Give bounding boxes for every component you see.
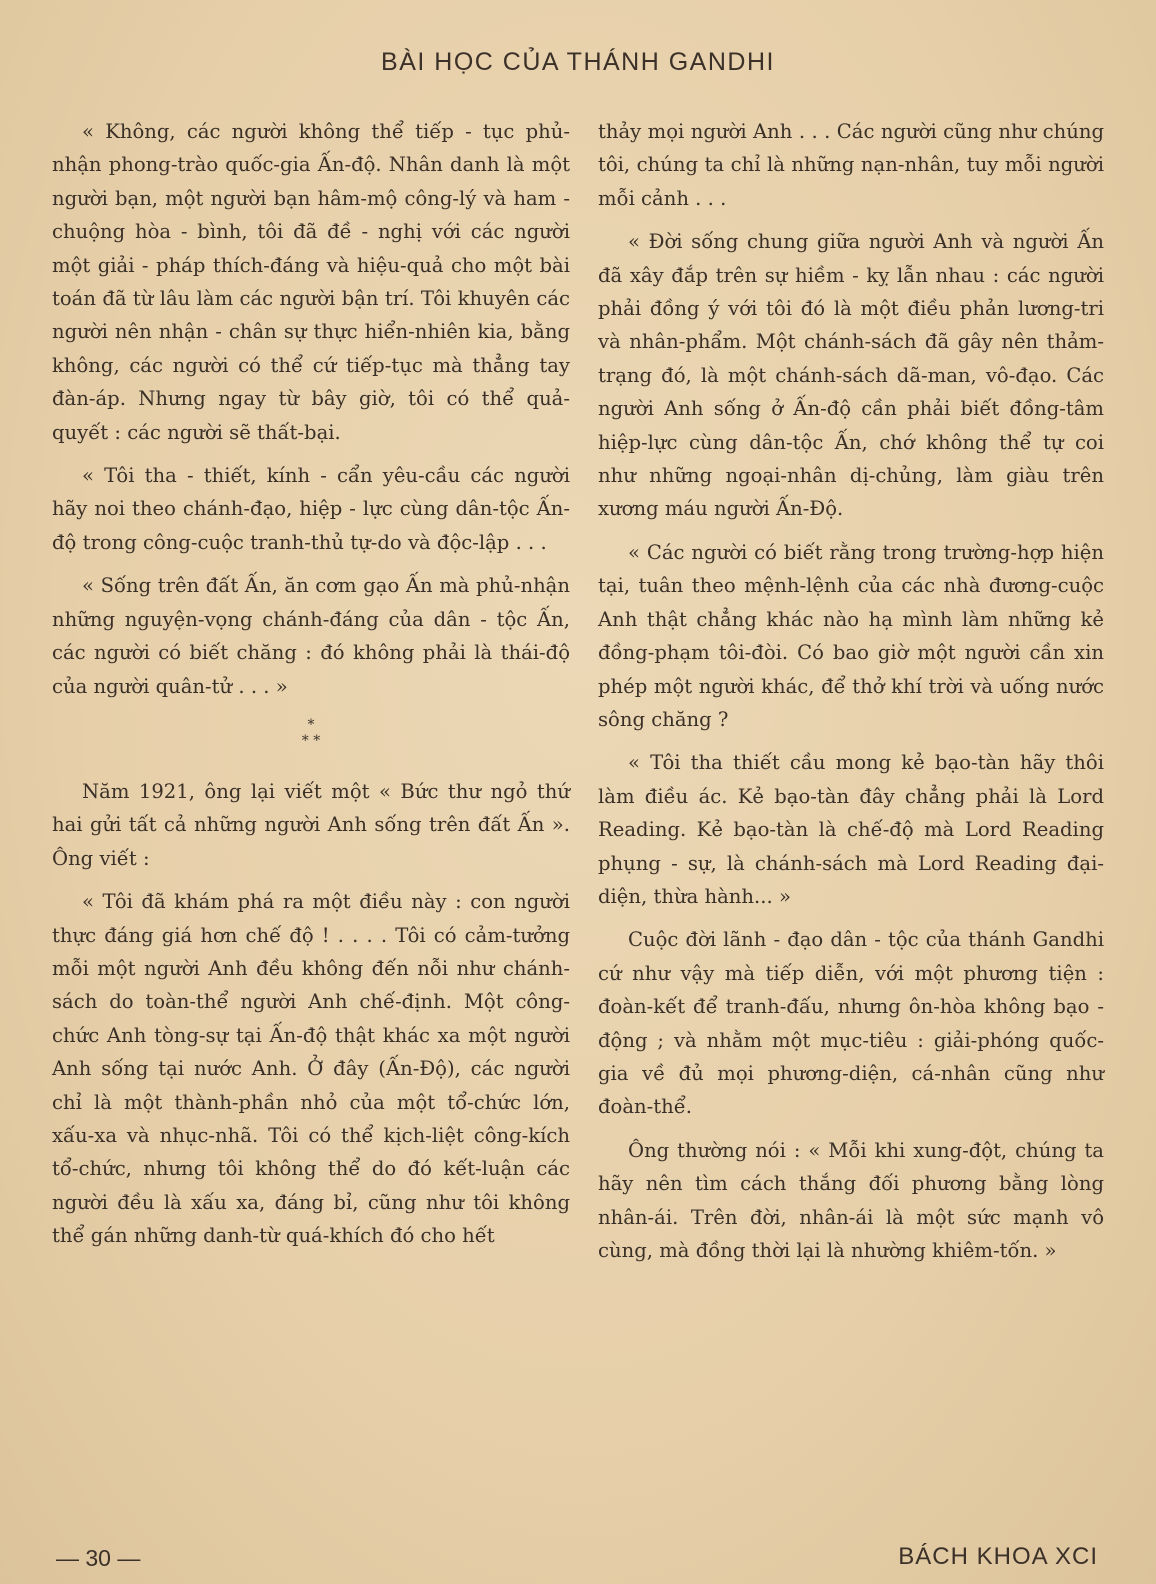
left-column (52, 115, 570, 1263)
running-header: BÀI HỌC CỦA THÁNH GANDHI (381, 48, 775, 76)
body-paragraph: Năm 1921, ông lại viết một « Bức thư ngỏ thứ hai gửi tất cả những người Anh sống trên đất Ấn ». Ông viết : (52, 779, 570, 870)
quote-paragraph: « Các người có biết rằng trong trường-hợp hiện tại, tuân theo mệnh-lệnh của các nhà đương-cuộc Anh thật chẳng khác nào hạ mình làm những kẻ đồng-phạm tôi-đòi. Có bao giờ một người cần xin phép một người khác, để thở khí trời và uống nước sông chăng ? (598, 540, 1104, 731)
asterisk-bottom: * * (301, 732, 321, 749)
continued-paragraph: thảy mọi người Anh . . . Các người cũng như chúng tôi, chúng ta chỉ là những nạn-nhân, tuy mỗi người mỗi cảnh . . . (598, 120, 1104, 210)
right-column (598, 115, 1104, 1277)
magazine-issue-label: BÁCH KHOA XCI (898, 1543, 1098, 1570)
quote-paragraph: « Tôi tha thiết cầu mong kẻ bạo-tàn hãy thôi làm điều ác. Kẻ bạo-tàn đây chẳng phải là Lord Reading. Kẻ bạo-tàn là chế-độ mà Lord Reading phụng - sự, là chánh-sách mà Lord Reading đại-diện, thừa hành... » (598, 751, 1104, 908)
page-number: — 30 — (56, 1545, 141, 1571)
asterisk-top: * (307, 716, 315, 733)
body-paragraph: Cuộc đời lãnh - đạo dân - tộc của thánh Gandhi cứ như vậy mà tiếp diễn, với một phương tiện : đoàn-kết để tranh-đấu, nhưng ôn-hòa không bạo - động ; và nhằm một mục-tiêu : giải-phóng quốc-gia về đủ mọi phương-diện, cá-nhân cũng như đoàn-thể. (598, 928, 1104, 1119)
quote-paragraph: « Tôi tha - thiết, kính - cẩn yêu-cầu các người hãy noi theo chánh-đạo, hiệp - lực cùng dân-tộc Ấn-độ trong công-cuộc tranh-thủ tự-do và độc-lập . . . (52, 464, 570, 554)
body-paragraph: Ông thường nói : « Mỗi khi xung-đột, chúng ta hãy nên tìm cách thắng đối phương bằng lòng nhân-ái. Trên đời, nhân-ái là một sức mạnh vô cùng, mà đồng thời lại là nhường khiêm-tốn. » (598, 1138, 1104, 1262)
quote-paragraph: « Không, các người không thể tiếp - tục phủ-nhận phong-trào quốc-gia Ấn-độ. Nhân danh là một người bạn, một người bạn hâm-mộ công-lý và ham - chuộng hòa - bình, tôi đã đề - nghị với các người một giải - pháp thích-đáng và hiệu-quả cho một bài toán đã từ lâu làm các người bận trí. Tôi khuyên các người nên nhận - chân sự thực hiển-nhiên kia, bằng không, các người có thể cứ tiếp-tục mà thẳng tay đàn-áp. Nhưng ngay từ bây giờ, tôi có thể quả-quyết : các người sẽ thất-bại. (52, 120, 570, 444)
quote-paragraph: « Đời sống chung giữa người Anh và người Ấn đã xây đắp trên sự hiềm - kỵ lẫn nhau : các người phải đồng ý với tôi đó là một điều phản lương-tri và nhân-phẩm. Một chánh-sách đã gây nên thảm-trạng đó, là một chánh-sách dã-man, vô-đạo. Các người Anh sống ở Ấn-độ cần phải biết đồng-tâm hiệp-lực cùng dân-tộc Ấn, chớ không thể tự coi như những ngoại-nhân dị-chủng, làm giàu trên xương máu người Ấn-Độ. (598, 230, 1104, 521)
section-divider-asterisks (52, 717, 570, 749)
quote-paragraph: « Sống trên đất Ấn, ăn cơm gạo Ấn mà phủ-nhận những nguyện-vọng chánh-đáng của dân - tộc Ấn, các người có biết chăng : đó không phải là thái-độ của người quân-tử . . . » (52, 574, 570, 698)
quote-paragraph: « Tôi đã khám phá ra một điều này : con người thực đáng giá hơn chế độ ! . . . . Tôi có cảm-tưởng mỗi một người Anh đều không đến nỗi như chánh-sách do toàn-thể người Anh chế-định. Một công-chức Anh tòng-sự tại Ấn-độ thật khác xa một người Anh sống tại nước Anh. Ở đây (Ấn-Độ), các người chỉ là một thành-phần nhỏ của một tổ-chức lớn, xấu-xa và nhục-nhã. Tôi có thể kịch-liệt công-kích tổ-chức, nhưng tôi không thể do đó kết-luận các người đều là xấu xa, đáng bỉ, cũng như tôi không thể gán những danh-từ quá-khích đó cho hết (52, 890, 570, 1248)
